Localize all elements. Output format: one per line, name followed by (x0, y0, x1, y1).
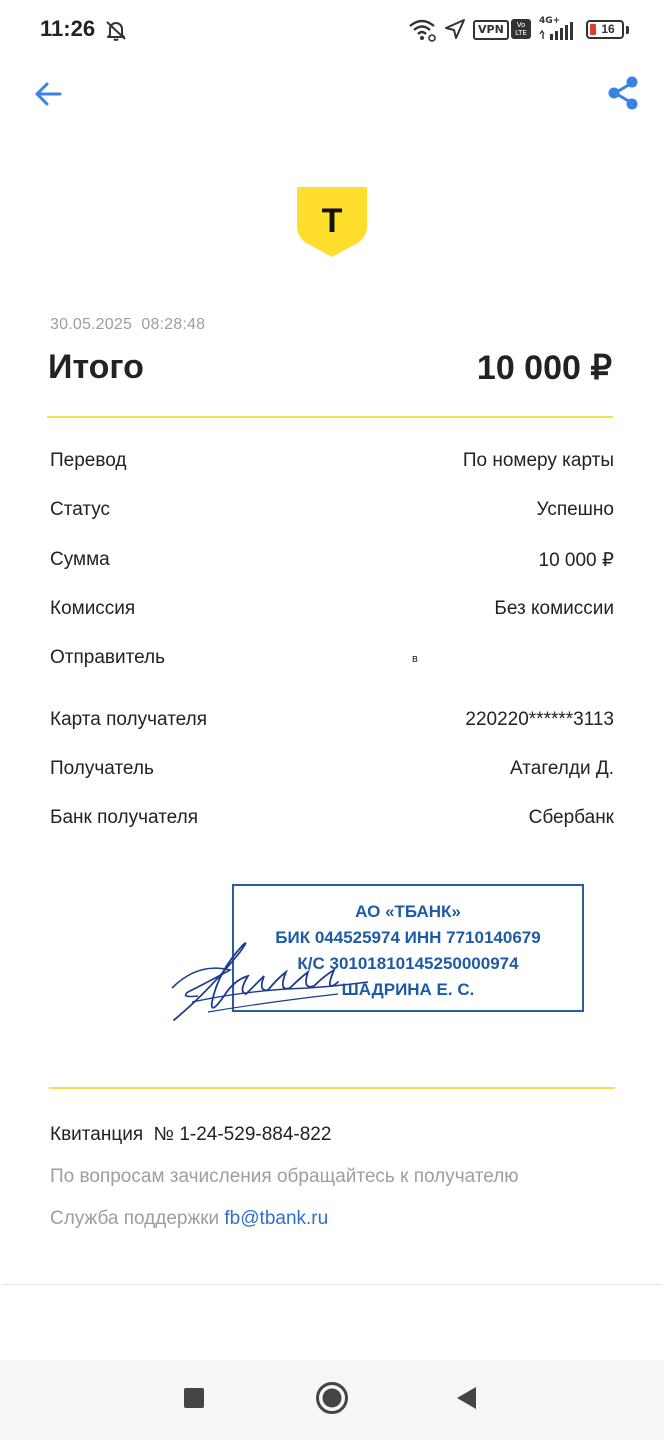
battery-level: 16 (601, 22, 615, 36)
detail-row-commission (50, 594, 614, 624)
detail-label: Перевод (50, 450, 127, 471)
system-nav-bar (0, 1360, 664, 1440)
total-amount: 10 000 ₽ (476, 349, 612, 387)
divider (47, 416, 613, 418)
stamp-line: ШАДРИНА Е. С. (341, 980, 475, 999)
detail-label: Статус (50, 499, 111, 520)
signal-icon (538, 22, 576, 45)
stamp-line: БИК 044525974 ИНН 7710140679 (275, 928, 541, 947)
back-button[interactable] (28, 76, 68, 116)
vpn-badge: VPN (473, 20, 509, 40)
detail-value: ʙ (412, 653, 418, 665)
volte-badge: Vo LTE (511, 19, 531, 39)
detail-value: Без комиссии (494, 598, 614, 619)
page-divider (2, 1284, 662, 1285)
detail-value: Успешно (536, 499, 614, 520)
logo-letter: T (321, 202, 343, 240)
status-icons (408, 18, 634, 42)
detail-label: Карта получателя (50, 709, 207, 730)
detail-value: Атагелди Д. (510, 758, 614, 779)
detail-row-amount (50, 545, 614, 575)
detail-row-sender (50, 643, 614, 673)
detail-label: Банк получателя (50, 807, 198, 828)
share-button[interactable] (602, 74, 644, 116)
receipt-number: Квитанция № 1-24-529-884-822 (50, 1124, 332, 1145)
detail-row-status (50, 495, 614, 525)
detail-label: Отправитель (50, 647, 166, 668)
wifi-icon (408, 18, 438, 47)
support-line (50, 1208, 328, 1230)
detail-value: 10 000 ₽ (538, 550, 614, 571)
location-arrow-icon (444, 18, 466, 45)
battery-icon (586, 20, 624, 39)
triangle-back-icon (454, 1385, 478, 1416)
detail-value: Сбербанк (528, 807, 614, 828)
network-label: 4G+ (539, 16, 561, 26)
recents-button[interactable] (174, 1380, 214, 1420)
detail-row-recipient-card (50, 705, 614, 735)
status-bar (0, 0, 664, 60)
support-prefix: Служба поддержки (50, 1208, 225, 1229)
transaction-datetime: 30.05.2025 08:28:48 (50, 316, 206, 333)
detail-row-recipient (50, 754, 614, 784)
detail-label: Сумма (50, 549, 110, 570)
circle-home-icon (315, 1381, 349, 1420)
info-text: По вопросам зачисления обращайтесь к получателю (50, 1166, 519, 1187)
detail-value: По номеру карты (462, 450, 614, 471)
detail-label: Получатель (50, 758, 154, 779)
total-label: Итого (48, 348, 144, 386)
home-button[interactable] (312, 1380, 352, 1420)
detail-label: Комиссия (50, 598, 136, 619)
share-icon (605, 75, 641, 116)
bank-logo (296, 186, 368, 258)
detail-value: 220220******3113 (465, 709, 614, 730)
square-recents-icon (183, 1387, 205, 1414)
alarm-off-icon (104, 18, 128, 47)
support-email-link[interactable]: fb@tbank.ru (224, 1208, 329, 1229)
divider (49, 1087, 615, 1089)
status-time: 11:26 (40, 16, 96, 41)
detail-row-transfer (50, 446, 614, 476)
stamp-line: АО «ТБАНК» (355, 902, 461, 921)
stamp-line: К/С 30101810145250000974 (297, 954, 519, 973)
detail-row-recipient-bank (50, 803, 614, 833)
back-nav-button[interactable] (446, 1380, 486, 1420)
signature (168, 932, 378, 1028)
arrow-left-icon (32, 78, 64, 115)
